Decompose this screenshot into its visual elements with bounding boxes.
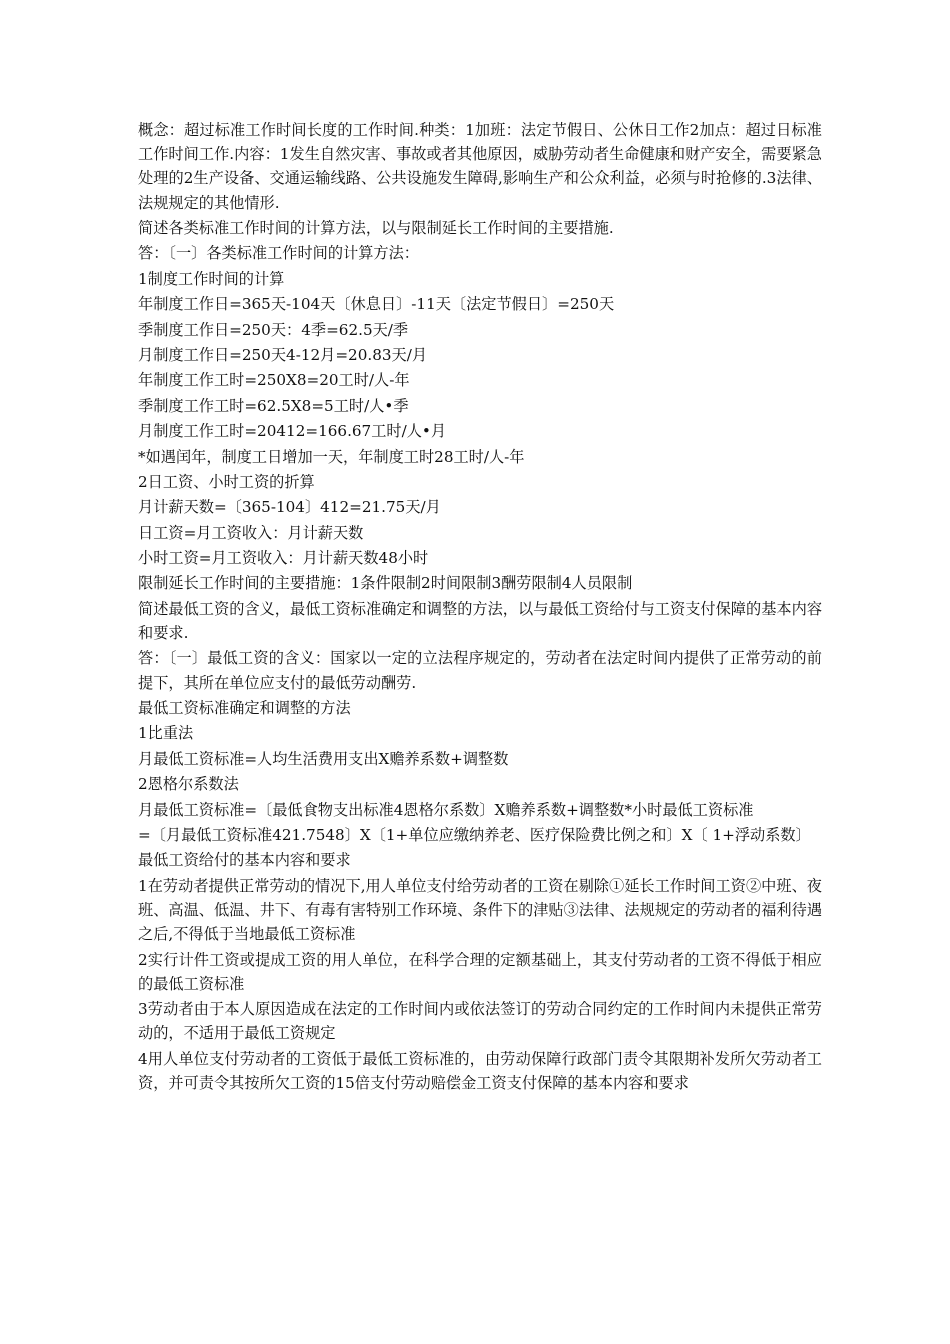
paragraph-monthly-workhours: 月制度工作工时=20412=166.67工时/人•月: [138, 422, 447, 441]
paragraph-annual-workdays: 年制度工作日=365天-104天〔休息日〕-11天〔法定节假日〕=250天: [138, 295, 615, 314]
paragraph-monthly-workdays: 月制度工作日=250天4-12月=20.83天/月: [138, 345, 428, 364]
paragraph-annual-workhours: 年制度工作工时=250X8=20工时/人-年: [138, 371, 410, 390]
paragraph-hourly-wage: 小时工资=月工资收入：月计薪天数48小时: [138, 549, 429, 568]
paragraph-question-working-time: 简述各类标准工作时间的计算方法，以与限制延长工作时间的主要措施.: [138, 219, 614, 237]
paragraph-daily-wage: 日工资=月工资收入：月计薪天数: [138, 523, 364, 542]
paragraph-subheading-payment-requirements: 最低工资给付的基本内容和要求: [138, 851, 351, 870]
paragraph-requirement-2: 2实行计件工资或提成工资的用人单位，在科学合理的定额基础上，其支付劳动者的工资不得低于相应的最低工资标准: [138, 950, 822, 993]
paragraph-overtime-limits: 限制延长工作时间的主要措施：1条件限制2时间限制3酬劳限制4人员限制: [138, 574, 633, 593]
paragraph-requirement-4: 4用人单位支付劳动者的工资低于最低工资标准的，由劳动保障行政部门责令其限期补发所欠劳动者工资，并可责令其按所欠工资的15倍支付劳动赔偿金工资支付保障的基本内容和要求: [138, 1049, 822, 1092]
paragraph-proportion-method: 1比重法: [138, 724, 194, 743]
paragraph-answer-minimum-wage-meaning: 答：〔一〕最低工资的含义：国家以一定的立法程序规定的，劳动者在法定时间内提供了正常劳动的前提下，其所在单位应支付的最低劳动酬劳.: [138, 649, 822, 692]
paragraph-subheading-system-time: 1制度工作时间的计算: [138, 269, 285, 288]
paragraph-requirement-1: 1在劳动者提供正常劳动的情况下,用人单位支付给劳动者的工资在剔除①延长工作时间工资②中班、夜班、高温、低温、井下、有毒有害特别工作环境、条件下的津贴③法律、法规规定的劳动者的福利待遇之后,不得低于当地最低工资标准: [138, 876, 822, 944]
paragraph-subheading-standard-methods: 最低工资标准确定和调整的方法: [138, 699, 351, 718]
paragraph-monthly-pay-days: 月计薪天数=〔365-104〕412=21.75天/月: [138, 498, 441, 517]
paragraph-engel-formula: 月最低工资标准=〔最低食物支出标准4恩格尔系数〕X赡养系数+调整数*小时最低工资标准: [138, 800, 754, 819]
paragraph-question-minimum-wage: 简述最低工资的含义，最低工资标准确定和调整的方法，以与最低工资给付与工资支付保障的基本内容和要求.: [138, 599, 822, 643]
paragraph-answer-heading: 答：〔一〕各类标准工作时间的计算方法：: [138, 244, 419, 263]
paragraph-subheading-wage-conversion: 2日工资、小时工资的折算: [138, 472, 315, 491]
paragraph-quarterly-workdays: 季制度工作日=250天：4季=62.5天/季: [138, 320, 409, 339]
document-body: [138, 118, 822, 1096]
paragraph-hourly-minimum-formula: =〔月最低工资标准421.7548〕X〔1+单位应缴纳养老、医疗保险费比例之和〕X〔 1+浮动系数〕: [138, 826, 811, 844]
paragraph-proportion-formula: 月最低工资标准=人均生活费用支出X赡养系数+调整数: [138, 749, 509, 768]
paragraph-quarterly-workhours: 季制度工作工时=62.5X8=5工时/人•季: [138, 396, 409, 415]
paragraph-engel-method: 2恩格尔系数法: [138, 775, 239, 794]
paragraph-leap-year-note: *如遇闰年，制度工日增加一天，年制度工时28工时/人-年: [138, 447, 525, 466]
paragraph-requirement-3: 3劳动者由于本人原因造成在法定的工作时间内或依法签订的劳动合同约定的工作时间内未提供正常劳动的，不适用于最低工资规定: [138, 1000, 822, 1043]
paragraph-concept: 概念：超过标准工作时间长度的工作时间.种类：1加班：法定节假日、公休日工作2加点：超过日标准工作时间工作.内容：1发生自然灾害、事故或者其他原因，威胁劳动者生命健康和财产安全，需要紧急处理的2生产设备、交通运输线路、公共设施发生障碍,影响生产和公众利益，必须与时抢修的.3法律、法规规定的其他情形.: [138, 121, 822, 212]
